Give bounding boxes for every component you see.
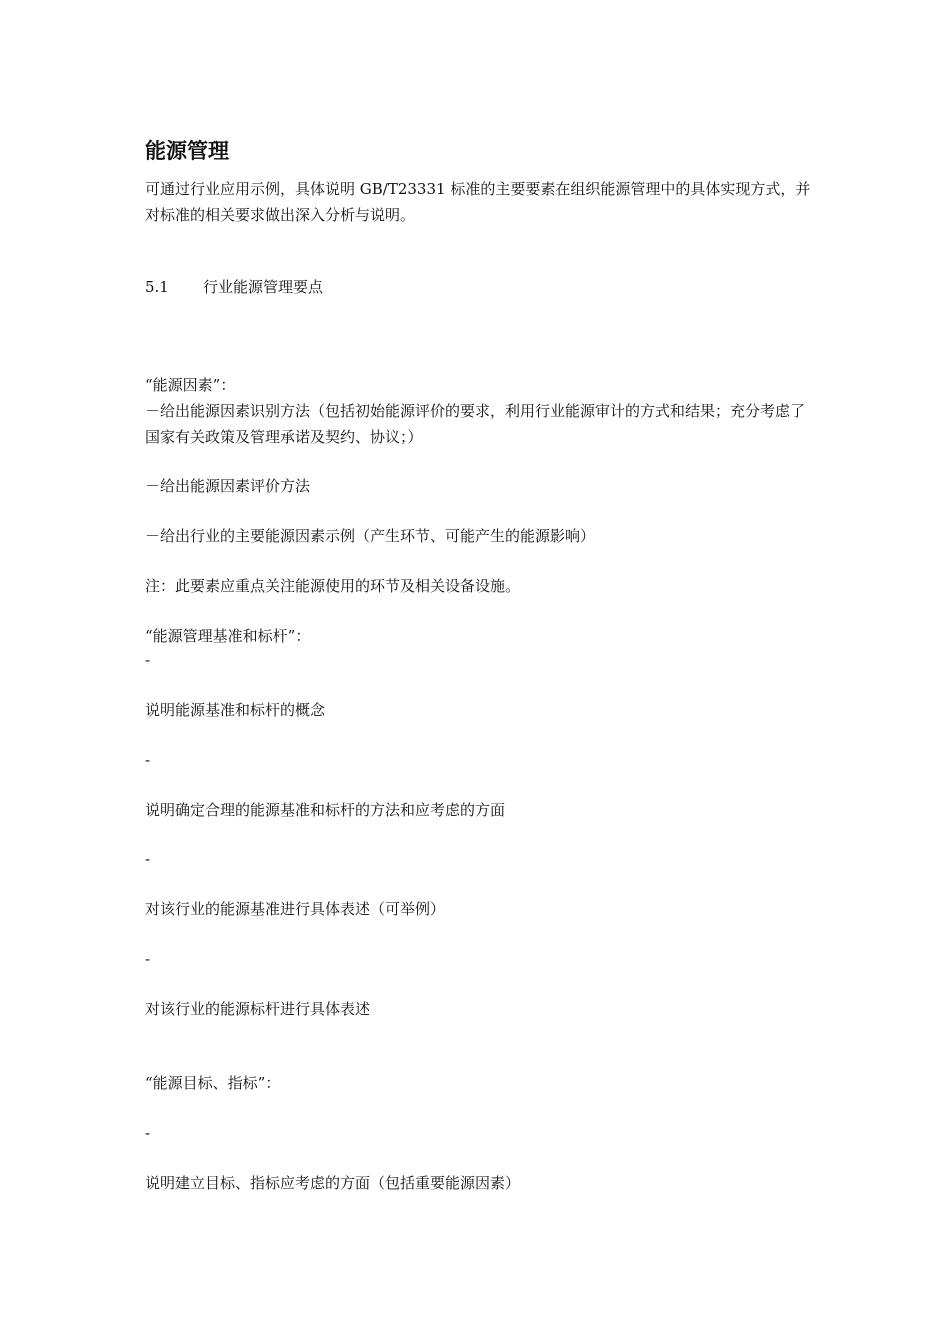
baseline-dash-1: - xyxy=(145,651,151,669)
targets-heading: “能源目标、指标”： xyxy=(145,1074,281,1092)
baseline-heading: “能源管理基准和标杆”： xyxy=(145,627,311,645)
baseline-item-3: 对该行业的能源基准进行具体表述（可举例） xyxy=(145,900,446,918)
section-title: 行业能源管理要点 xyxy=(203,278,324,296)
targets-item-1: 说明建立目标、指标应考虑的方面（包括重要能源因素） xyxy=(145,1174,521,1192)
baseline-item-2: 说明确定合理的能源基准和标杆的方法和应考虑的方面 xyxy=(145,801,506,819)
baseline-dash-4: - xyxy=(145,950,151,968)
baseline-dash-2: - xyxy=(145,751,151,769)
section-heading xyxy=(145,276,323,298)
energy-factors-item-1: －给出能源因素识别方法（包括初始能源评价的要求，利用行业能源审计的方式和结果；充分考虑了国家有关政策及管理承诺及契约、协议；） xyxy=(145,402,806,446)
section-number: 5.1 xyxy=(145,278,169,296)
targets-dash-1: - xyxy=(145,1124,151,1142)
page-title: 能源管理 xyxy=(145,138,229,163)
energy-factors-item-3: －给出行业的主要能源因素示例（产生环节、可能产生的能源影响） xyxy=(145,527,596,545)
baseline-item-1: 说明能源基准和标杆的概念 xyxy=(145,701,326,719)
baseline-dash-3: - xyxy=(145,850,151,868)
energy-factors-note: 注：此要素应重点关注能源使用的环节及相关设备设施。 xyxy=(145,577,521,595)
intro-paragraph: 可通过行业应用示例，具体说明 GB/T23331 标准的主要要素在组织能源管理中的具体实现方式，并对标准的相关要求做出深入分析与说明。 xyxy=(145,180,811,224)
baseline-item-4: 对该行业的能源标杆进行具体表述 xyxy=(145,1000,371,1018)
energy-factors-heading: “能源因素”： xyxy=(145,376,236,394)
energy-factors-item-2: －给出能源因素评价方法 xyxy=(145,477,311,495)
